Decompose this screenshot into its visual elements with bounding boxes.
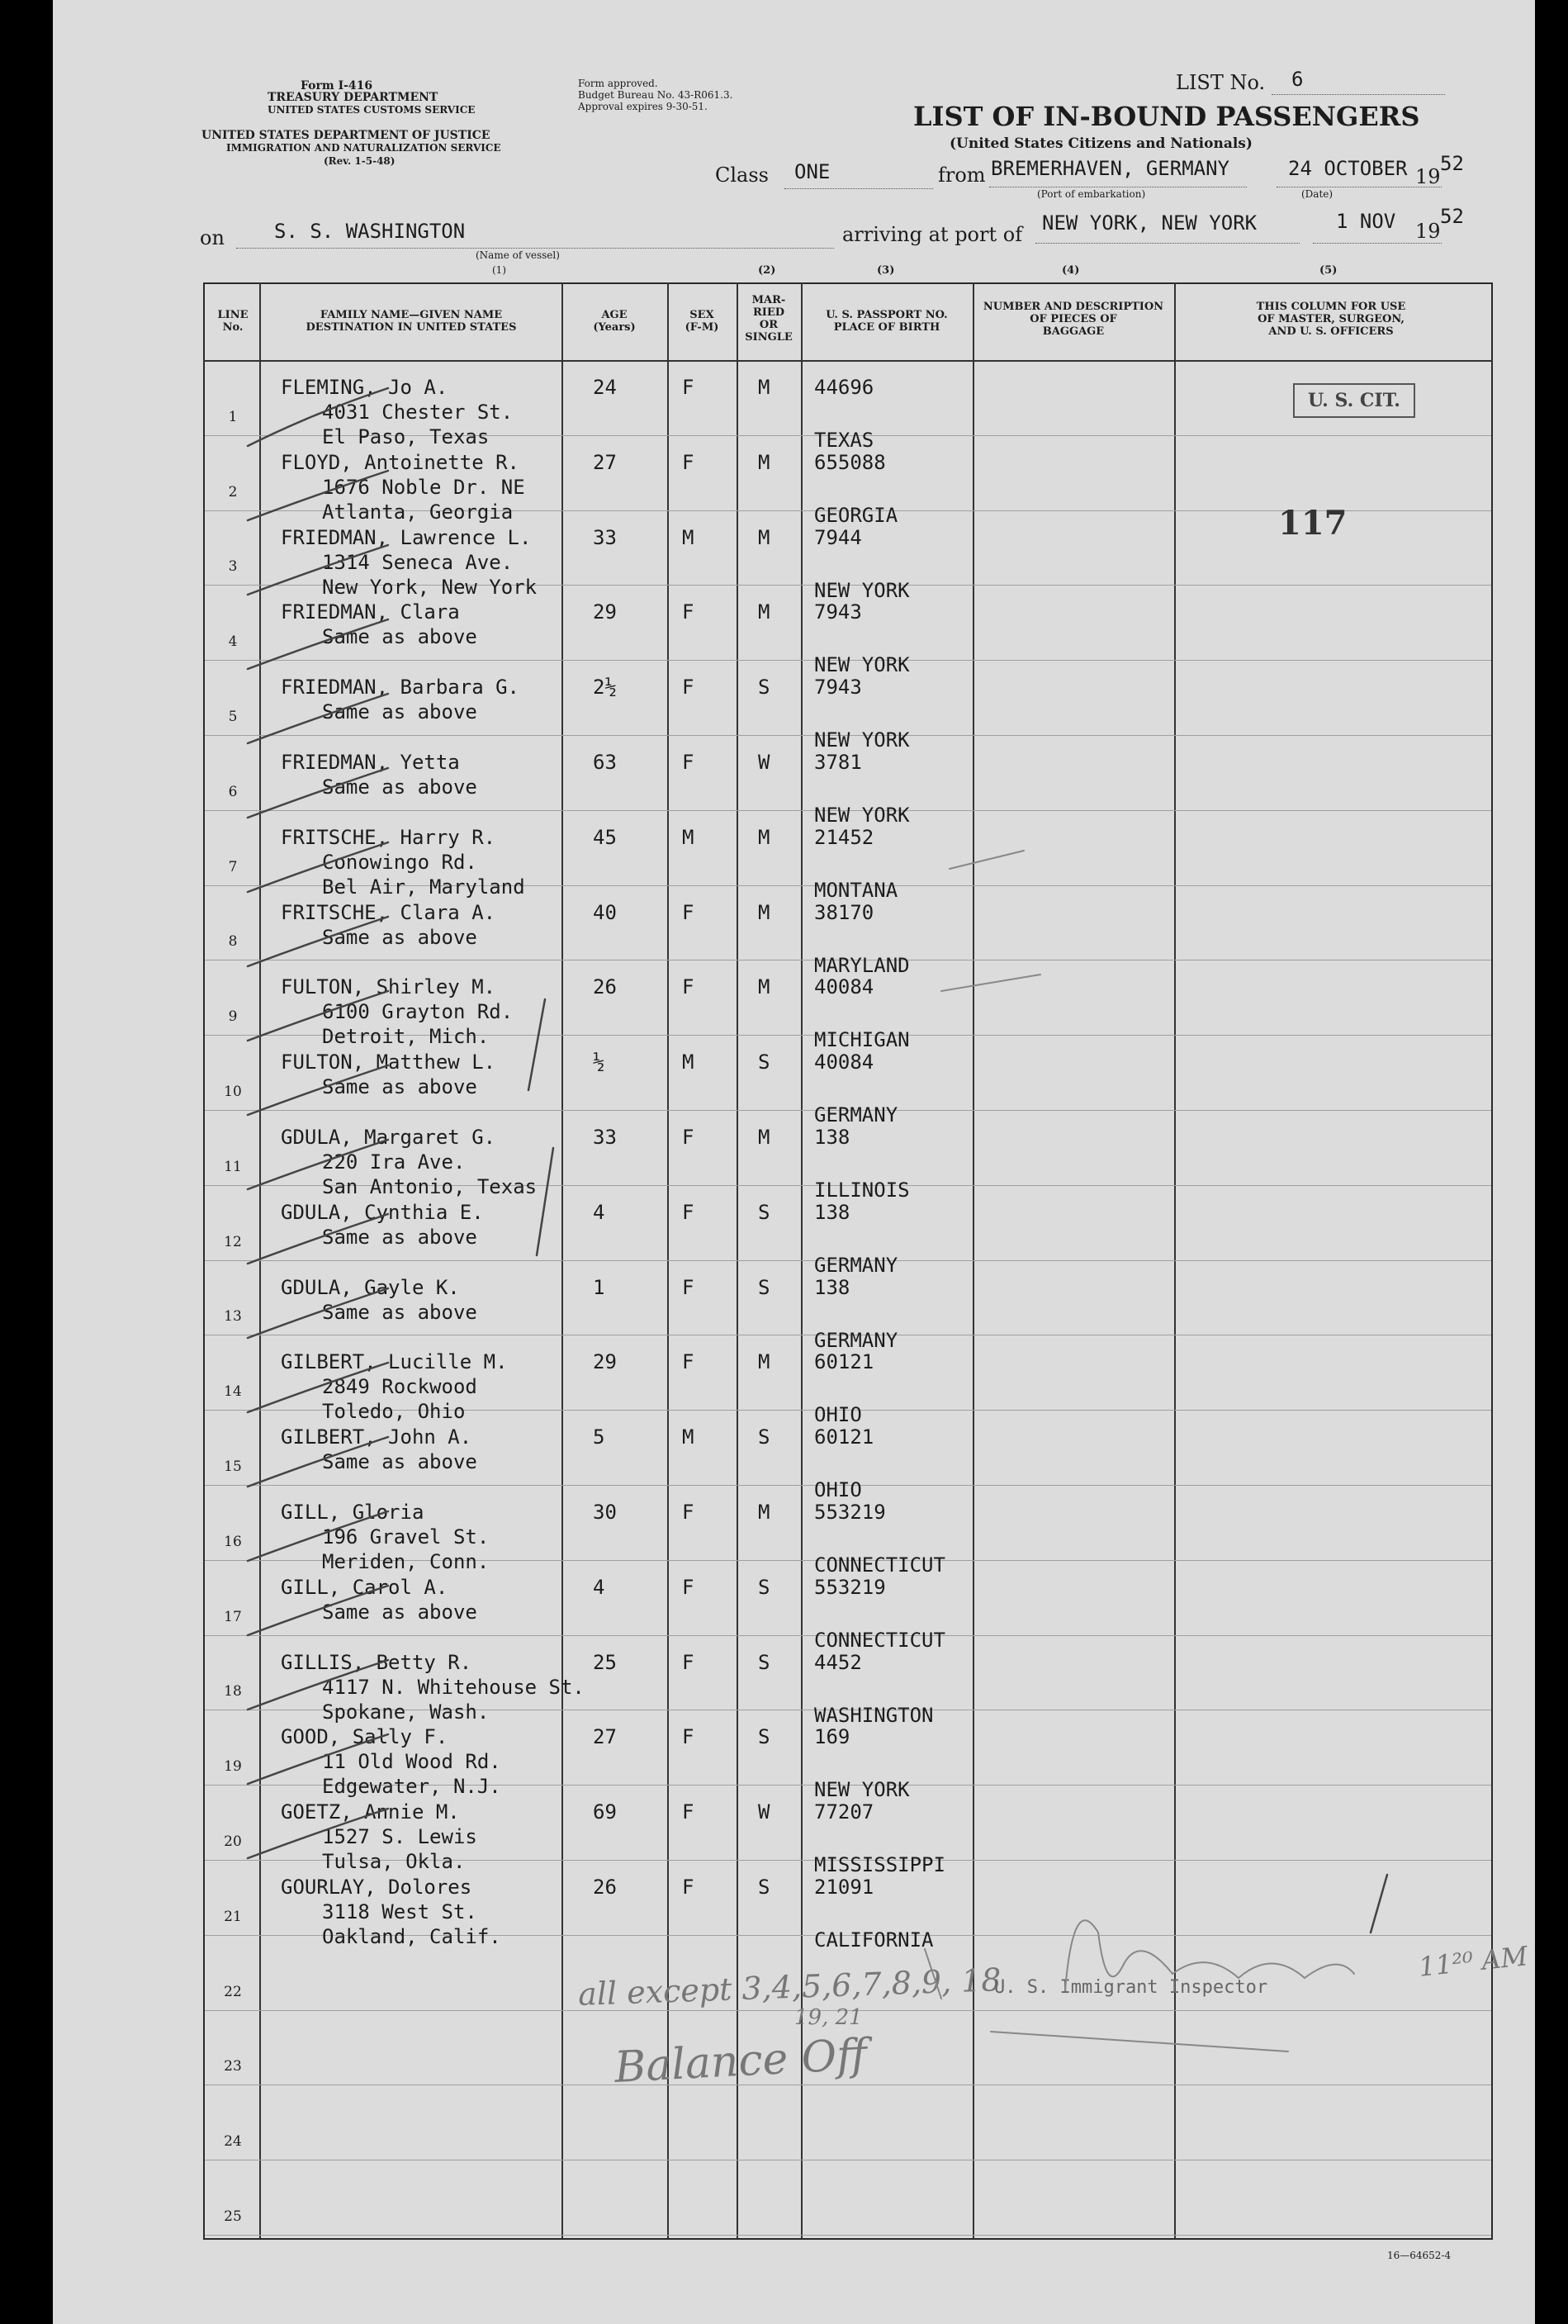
passenger-name: GDULA, Gayle K. [281,1275,460,1299]
passport-number: 553219 [814,1575,886,1599]
passenger-name: FULTON, Shirley M. [281,975,496,999]
column-number: (3) [877,264,895,277]
passenger-name: GILBERT, John A. [281,1425,472,1449]
column-number: (2) [758,264,776,277]
passenger-address: Same as above [322,625,477,649]
passport-number: 4452 [814,1650,862,1674]
passenger-sex: M [682,1051,694,1074]
row-divider [205,2084,1491,2085]
passenger-address: 6100 Grayton Rd. [322,1000,514,1024]
passport-number: 7943 [814,676,862,700]
passenger-name: FRIEDMAN, Lawrence L. [281,525,532,549]
passenger-age: ½ [593,1051,605,1074]
place-of-birth: WASHINGTON [814,1703,934,1727]
passenger-marital: S [758,1275,770,1299]
passenger-age: 40 [593,900,617,924]
on-label: on [200,226,225,249]
passenger-age: 5 [593,1425,605,1449]
passenger-age: 24 [593,376,617,399]
passenger-name: FLOYD, Antoinette R. [281,450,519,474]
place-of-birth: GERMANY [814,1328,898,1352]
line-number: 19 [224,1758,242,1776]
place-of-birth: CONNECTICUT [814,1553,945,1577]
passenger-sex: F [682,1126,694,1149]
place-of-birth: GERMANY [814,1103,898,1127]
list-no-value: 6 [1291,68,1304,91]
header-baggage: NUMBER AND DESCRIPTION OF PIECES OF BAGGAGE [983,301,1164,338]
passenger-age: 30 [593,1501,617,1524]
line-number: 7 [228,858,238,875]
passenger-name: FRIEDMAN, Yetta [281,751,460,774]
passenger-age: 69 [593,1800,617,1824]
header-passport: U. S. PASSPORT NO. PLACE OF BIRTH [826,309,948,334]
passport-number: 44696 [814,376,874,399]
passenger-age: 27 [593,1725,617,1749]
passenger-name: GOURLAY, Dolores [281,1876,472,1899]
passenger-marital: S [758,1876,770,1899]
passenger-sex: M [682,1425,694,1449]
line-number: 2 [228,483,238,500]
departure-date: 24 OCTOBER [1288,157,1408,180]
passenger-address: Same as above [322,1450,477,1474]
column-number: (1) [492,264,506,276]
from-label: from [938,164,986,187]
passenger-address: 11 Old Wood Rd. [322,1750,501,1774]
passenger-address: 1314 Seneca Ave. [322,550,514,574]
passport-number: 553219 [814,1501,886,1524]
passenger-name: FLEMING, Jo A. [281,376,448,399]
justice-department: UNITED STATES DEPARTMENT OF JUSTICE [201,129,490,142]
passport-number: 169 [814,1725,850,1749]
passenger-marital: W [758,751,770,774]
header-age: AGE (Years) [593,309,636,334]
class-value: ONE [794,160,831,183]
line-number: 25 [224,2208,242,2225]
passport-number: 7944 [814,525,862,549]
line-number: 22 [224,1983,242,2000]
line-number: 6 [228,783,238,800]
passenger-sex: F [682,1501,694,1524]
passenger-marital: S [758,1650,770,1674]
port-of-embarkation: BREMERHAVEN, GERMANY [991,157,1229,180]
form-number: Form I-416 [301,79,373,92]
header-name: FAMILY NAME—GIVEN NAME DESTINATION IN UNITED STATES [306,309,517,334]
passenger-name: FRITSCHE, Clara A. [281,900,496,924]
passenger-name: GILL, Carol A. [281,1575,448,1599]
passenger-name: FRIEDMAN, Clara [281,600,460,624]
passenger-address: 3118 West St. [322,1900,477,1923]
class-label: Class [715,164,769,187]
passenger-sex: F [682,450,694,474]
form-subtitle: (United States Citizens and Nationals) [950,135,1253,152]
arrival-port: NEW YORK, NEW YORK [1042,211,1258,235]
passenger-address: Same as above [322,700,477,724]
passport-number: 3781 [814,751,862,774]
passenger-sex: F [682,600,694,624]
passenger-marital: M [758,1501,770,1524]
passenger-sex: M [682,525,694,549]
line-number: 21 [224,1908,242,1925]
place-of-birth: OHIO [814,1478,862,1502]
passenger-name: FULTON, Matthew L. [281,1051,496,1074]
department: TREASURY DEPARTMENT [268,91,438,104]
line-number: 15 [224,1458,242,1475]
place-of-birth: TEXAS [814,429,874,452]
passenger-sex: F [682,1725,694,1749]
passenger-marital: S [758,676,770,700]
place-of-birth: GEORGIA [814,503,898,527]
header-married: MAR- RIED OR SINGLE [745,294,793,344]
passenger-address: Conowingo Rd. [322,850,477,874]
passenger-sex: F [682,751,694,774]
passenger-age: 26 [593,1876,617,1899]
inspector-label: U. S. Immigrant Inspector [994,1977,1268,1998]
place-of-birth: NEW YORK [814,1778,910,1802]
passenger-address: 196 Gravel St. [322,1525,490,1549]
column-number: (4) [1062,264,1080,277]
passenger-address: Same as above [322,775,477,799]
passenger-address: Oakland, Calif. [322,1925,501,1948]
place-of-birth: MISSISSIPPI [814,1853,945,1877]
place-of-birth: MARYLAND [814,953,910,977]
passenger-address: Meriden, Conn. [322,1550,490,1573]
passenger-address: 1676 Noble Dr. NE [322,475,525,499]
passenger-age: 29 [593,600,617,624]
passenger-address: Same as above [322,1225,477,1249]
arriving-label: arriving at port of [842,223,1023,246]
passenger-age: 27 [593,450,617,474]
list-no-underline [1272,94,1445,95]
form-title: LIST OF IN-BOUND PASSENGERS [913,101,1420,132]
passenger-address: 4031 Chester St. [322,401,514,424]
passenger-marital: M [758,825,770,849]
line-number: 9 [228,1008,238,1026]
passenger-sex: F [682,376,694,399]
passenger-name: GOETZ, Annie M. [281,1800,460,1824]
passenger-name: GDULA, Cynthia E. [281,1200,484,1224]
passenger-address: New York, New York [322,575,538,599]
passenger-address: Same as above [322,1075,477,1099]
passenger-age: 33 [593,525,617,549]
passenger-marital: S [758,1051,770,1074]
vessel-caption: (Name of vessel) [476,249,560,261]
passenger-name: GILLIS, Betty R. [281,1650,472,1674]
passport-number: 60121 [814,1425,874,1449]
arrival-date: 1 NOV [1336,210,1396,233]
place-of-birth: CONNECTICUT [814,1628,945,1652]
passenger-marital: M [758,525,770,549]
approval-line: Budget Bureau No. 43-R061.3. [578,89,733,101]
line-number: 24 [224,2133,242,2151]
line-number: 18 [224,1683,242,1700]
passport-number: 138 [814,1275,850,1299]
place-of-birth: ILLINOIS [814,1179,910,1202]
passenger-address: Tulsa, Okla. [322,1850,466,1874]
header-line-no: LINE No. [217,309,249,334]
line-number: 8 [228,933,238,951]
passenger-address: El Paso, Texas [322,425,490,448]
year-prefix: 19 [1415,165,1441,188]
line-number: 17 [224,1608,242,1625]
footer-code: 16—64652-4 [1387,2250,1452,2261]
passenger-name: GOOD, Sally F. [281,1725,448,1749]
passenger-name: GDULA, Margaret G. [281,1126,496,1149]
passenger-age: 45 [593,825,617,849]
passenger-sex: F [682,900,694,924]
passenger-age: 4 [593,1200,605,1224]
passenger-marital: M [758,1350,770,1374]
passenger-marital: M [758,376,770,399]
place-of-birth: NEW YORK [814,728,910,752]
passenger-name: FRITSCHE, Harry R. [281,825,496,849]
passenger-sex: F [682,1275,694,1299]
passenger-marital: M [758,600,770,624]
passenger-sex: F [682,1650,694,1674]
ins-label: IMMIGRATION AND NATURALIZATION SERVICE [226,142,501,154]
departure-year: 52 [1440,152,1464,175]
passport-number: 655088 [814,450,886,474]
inspector-time: 11²⁰ AM [1417,1940,1530,1983]
passenger-marital: S [758,1200,770,1224]
passenger-sex: F [682,1800,694,1824]
passenger-address: 1527 S. Lewis [322,1825,477,1849]
passenger-age: 4 [593,1575,605,1599]
passport-number: 40084 [814,1051,874,1074]
line-number: 1 [228,408,238,425]
passport-number: 40084 [814,975,874,999]
passport-number: 7943 [814,600,862,624]
place-of-birth: MICHIGAN [814,1028,910,1052]
passenger-sex: F [682,1876,694,1899]
line-number: 5 [228,709,238,725]
line-number: 20 [224,1833,242,1850]
line-number: 3 [228,558,238,576]
place-of-birth: NEW YORK [814,804,910,827]
line-number: 14 [224,1383,242,1401]
handwritten-note: all except 3,4,5,6,7,8,9, 18 [577,1961,1002,2013]
passenger-marital: S [758,1575,770,1599]
passenger-sex: F [682,1350,694,1374]
arrival-year: 52 [1440,205,1464,228]
arrival-underline [1035,243,1300,244]
line-number: 10 [224,1084,242,1100]
line-number: 13 [224,1308,242,1326]
line-number: 12 [224,1233,242,1250]
line-number: 23 [224,2058,242,2075]
passenger-address: Same as above [322,1600,477,1624]
port-caption: (Port of embarkation) [1037,188,1146,200]
handwritten-note: 19, 21 [794,2005,863,2030]
approval-line: Form approved. [578,78,658,89]
passenger-address: Same as above [322,1300,477,1324]
approval-line: Approval expires 9-30-51. [578,101,708,112]
place-of-birth: NEW YORK [814,653,910,677]
passenger-name: GILBERT, Lucille M. [281,1350,508,1374]
passenger-sex: F [682,676,694,700]
passenger-name: FRIEDMAN, Barbara G. [281,676,519,700]
line-number: 4 [228,633,238,651]
passenger-address: 4117 N. Whitehouse St. [322,1675,585,1699]
passenger-address: Bel Air, Maryland [322,875,525,899]
passenger-marital: S [758,1725,770,1749]
line-number: 11 [224,1158,242,1175]
passenger-address: Spokane, Wash. [322,1700,490,1724]
column-number: (5) [1319,264,1338,277]
place-of-birth: GERMANY [814,1253,898,1277]
date-caption: (Date) [1301,188,1334,200]
passenger-address: Edgewater, N.J. [322,1775,501,1799]
passenger-age: 29 [593,1350,617,1374]
place-of-birth: NEW YORK [814,578,910,602]
passenger-marital: M [758,900,770,924]
passenger-address: Atlanta, Georgia [322,500,514,524]
passenger-marital: S [758,1425,770,1449]
passport-number: 138 [814,1126,850,1149]
passport-number: 21091 [814,1876,874,1899]
header-divider [203,360,1493,362]
place-of-birth: OHIO [814,1403,862,1427]
passenger-age: 2½ [593,676,617,700]
passenger-marital: M [758,1126,770,1149]
passenger-marital: W [758,1800,770,1824]
passport-number: 77207 [814,1800,874,1824]
passenger-address: Toledo, Ohio [322,1400,466,1424]
line-number: 16 [224,1533,242,1550]
vessel-name: S. S. WASHINGTON [274,220,466,243]
arrival-date-underline [1313,243,1442,244]
vessel-underline [236,248,834,249]
passenger-sex: F [682,1575,694,1599]
class-underline [784,188,933,189]
passenger-address: 220 Ira Ave. [322,1150,466,1174]
passenger-marital: M [758,975,770,999]
passenger-age: 26 [593,975,617,999]
revision: (Rev. 1-5-48) [324,155,396,167]
passenger-sex: F [682,975,694,999]
row-divider [205,2235,1491,2236]
place-of-birth: MONTANA [814,878,898,902]
citizen-stamp: U. S. CIT. [1293,383,1415,418]
customs-service: UNITED STATES CUSTOMS SERVICE [268,104,476,116]
passenger-address: San Antonio, Texas [322,1175,538,1198]
passenger-age: 25 [593,1650,617,1674]
passenger-marital: M [758,450,770,474]
passport-number: 138 [814,1200,850,1224]
officer-count: 117 [1278,504,1348,543]
passenger-age: 33 [593,1126,617,1149]
passport-number: 60121 [814,1350,874,1374]
header-sex: SEX (F-M) [685,309,719,334]
year-prefix: 19 [1415,220,1441,243]
header-officers: THIS COLUMN FOR USE OF MASTER, SURGEON, AND U. S. OFFICERS [1256,301,1406,338]
passport-number: 38170 [814,900,874,924]
handwritten-balance: Balance Off [613,2030,869,2093]
passenger-address: Same as above [322,925,477,949]
passenger-name: GILL, Gloria [281,1501,424,1524]
passenger-address: Detroit, Mich. [322,1025,490,1049]
passenger-age: 1 [593,1275,605,1299]
passenger-address: 2849 Rockwood [322,1375,477,1399]
passenger-sex: F [682,1200,694,1224]
passport-number: 21452 [814,825,874,849]
place-of-birth: CALIFORNIA [814,1928,934,1952]
passenger-age: 63 [593,751,617,774]
passenger-sex: M [682,825,694,849]
list-no-label: LIST No. [1176,71,1266,94]
